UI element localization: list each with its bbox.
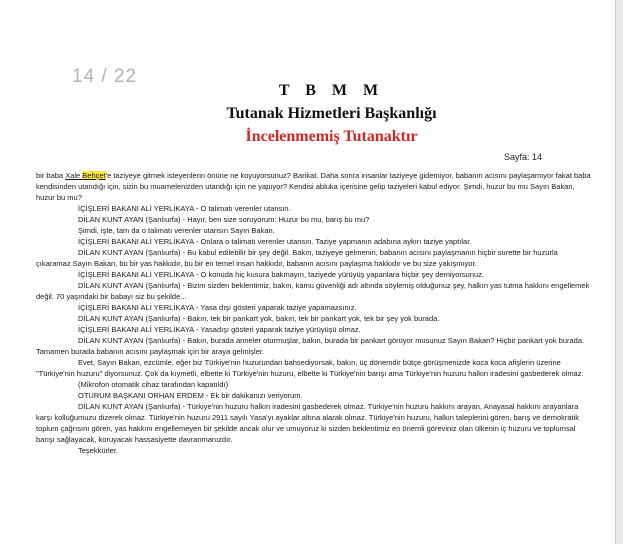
transcript-paragraph: Evet, Sayın Bakan, ezcümle, eğer biz Türkiye'nin huzurundan bahsediyorsak, bakın, üç dönemdir bütçe görüşmenizde koca koca afişlerin üzerine "Türkiye'nin huzuru" diyorsunuz. Çok da kıymetli, elbette ki Türkiye'nin huzuru, elbette ki Türkiye'nin barışı ama Türkiye'nin huzuru halkın iradesini gasbederek olmaz. (36, 358, 584, 378)
header-tbmm: T B M M (278, 82, 385, 99)
transcript-paragraph: İÇİŞLERİ BAKANI ALİ YERLİKAYA - O konuda hiç kusura bakmayın, taziyede yürüyüş yapanlara hiçbir şey demiyorsunuz. (78, 270, 485, 279)
opening-paragraph (36, 170, 594, 203)
page-counter: 14 / 22 (72, 66, 138, 87)
transcript-paragraph: İÇİŞLERİ BAKANI ALİ YERLİKAYA - Yasadışı gösteri yaparak taziye yürüyüşü olmaz. (78, 325, 361, 334)
transcript-paragraph: DİLAN KUNT AYAN (Şanlıurfa) - Bakın, burada anneler oturmuşlar, bakın, burada bir pankart görüyor musunuz Sayın Bakan? Hiçbir pankart yok burada. Tamamen burada babanın acısını paylaşmak için bir araya gelmişler. (36, 336, 585, 356)
page-number-label: Sayfa: 14 (504, 152, 543, 162)
transcript-paragraph: İÇİŞLERİ BAKANI ALİ YERLİKAYA - Yasa dışı gösteri yaparak taziye yapamazsınız. (78, 303, 357, 312)
transcript-paragraph: İÇİŞLERİ BAKANI ALİ YERLİKAYA - O talimatı verenler utansın. (78, 204, 291, 213)
transcript-paragraph: DİLAN KUNT AYAN (Şanlıurfa) - Bakın, tek bir pankart yok, bakın, tek bir pankart yok, tek bir şey yok burada. (78, 314, 440, 323)
header-department: Tutanak Hizmetleri Başkanlığı (226, 105, 437, 122)
opening-prefix: bir baba (36, 171, 66, 180)
transcript-paragraph: DİLAN KUNT AYAN (Şanlıurfa) - Bu kabul edilebilir bir şey değil. Bakın, taziyeye gelmenin, babanın acısını paylaşmanın hiçbir surette bir huzurla çıkaramaz Sayın Bakan, bu bir yas hakkıdır, bu bir en temel insan hakkıdır, babanın acısını paylaşma hakkıdır ve bu size yakışmıyor. (36, 248, 558, 268)
opening-rest: 'e taziyeye gitmek isteyenlerin önüne ne koyuyorsunuz? Barikat. Daha sonra insanlar taziyeye gidemiyor, babanın acısını paylaşamıyor fakat baba kendisinden utandığı için, sizin bu muamelenizden utandığı için ne yapıyor? Kendisi abluka içerisine gelip taziyeleri kabul ediyor. Şimdi, huzur bu mu Sayın Bakan, huzur bu mu? (36, 171, 591, 202)
transcript-paragraph: OTURUM BAŞKANI ORHAN ERDEM - Ek bir dakikanızı veriyorum. (78, 391, 303, 400)
transcript-paragraph: DİLAN KUNT AYAN (Şanlıurfa) - Türkiye'nin huzuru halkın iradesini gasbederek olmaz. Türkiye'nin huzuru hakkını arayan, Anayasal hakkını arayanlara karşı kolluğumuzu dizerek olmaz. Türkiye'nin huzuru 2911 sayılı Yasa'yı ayaklar altına alarak olmaz. Türkiye'nin huzuru, halkın taleplerini gören, barış ve demokratik toplum çağrısını gören, yas hakkını engellemeyen bir şekilde ancak olur ve umuyoruz ki sizden beklentimiz en önemli göreviniz olan ülkenin iç huzuru ve toplumsal barışı sağlayacak, koruyacak hassasiyette davranmanızdır. (36, 402, 580, 444)
highlighted-name-2: Behçet (82, 171, 106, 180)
transcript-paragraph: Şimdi, işte, tam da o talimatı verenler utansın Sayın Bakan. (78, 226, 275, 235)
transcript-paragraph: Teşekkürler. (78, 446, 119, 455)
highlighted-name-1: Xale (65, 171, 83, 180)
transcript-paragraph: DİLAN KUNT AYAN (Şanlıurfa) - Hayır, ben size soruyorum: Huzur bu mu, barış bu mu? (78, 215, 370, 224)
transcript-paragraph: İÇİŞLERİ BAKANI ALİ YERLİKAYA - Onlara o talimatı verenler utansın. Taziye yapmanın adabına aykırı taziye yaptılar. (78, 237, 472, 246)
transcript-paragraph: DİLAN KUNT AYAN (Şanlıurfa) - Bizim sizden beklentimiz, bakın, kamu güvenliği adı altında söylemiş olduğunuz şey, halkın yas tutma hakkını engellemek değil. 70 yaşındaki bir babayı siz bu şekilde... (36, 281, 590, 301)
transcript-body (36, 170, 594, 456)
transcript-paragraph: (Mikrofon otomatik cihaz tarafından kapatıldı) (78, 380, 229, 389)
page-edge (615, 0, 623, 544)
header-unreviewed: İncelenmemiş Tutanaktır (245, 128, 418, 145)
